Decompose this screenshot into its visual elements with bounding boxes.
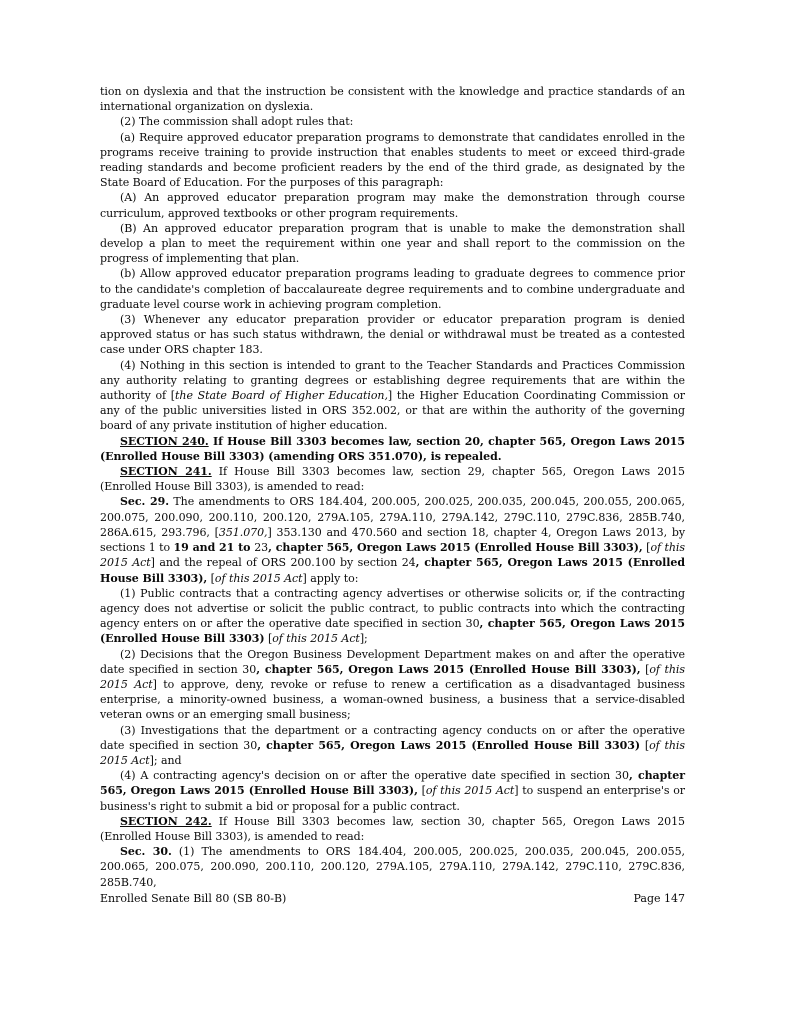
paragraph bbox=[100, 130, 685, 191]
text-run: of this 2015 Act bbox=[425, 784, 515, 798]
text-run: [ bbox=[207, 571, 215, 585]
paragraph bbox=[100, 494, 685, 585]
paragraph bbox=[100, 586, 685, 647]
text-run: [ bbox=[642, 541, 651, 555]
text-run: (4) Nothing in this section is intended to grant to the Teacher Standards and Practices Commission any authority relating to granting degrees or establishing degree requirements that are within the authority of [ bbox=[100, 358, 685, 403]
paragraph bbox=[100, 434, 685, 464]
section-heading: SECTION 240. bbox=[120, 434, 209, 448]
paragraph bbox=[100, 647, 685, 723]
text-run: (a) Require approved educator preparation programs to demonstrate that candidates enrolled in the programs receive training to provide instruction that enables students to meet or exceed third-grade reading standards and become proficient readers by the end of the third grade, as designated by the State Board of Education. For the purposes of this paragraph: bbox=[100, 130, 685, 190]
text-run: [ bbox=[264, 632, 273, 646]
text-run: of this 2015 Act bbox=[100, 662, 685, 691]
text-run: the State Board of Higher Education, bbox=[175, 389, 388, 403]
text-run: If House Bill 3303 becomes law, section 30, chapter 565, Oregon Laws 2015 (Enrolled House Bill 3303), is amended to read: bbox=[100, 814, 686, 843]
text-run: [ bbox=[640, 662, 650, 676]
text-run: tion on dyslexia and that the instruction be consistent with the knowledge and practice standards of an international organization on dyslexia. bbox=[100, 85, 685, 114]
text-run: of this 2015 Act bbox=[272, 632, 360, 646]
text-run: ]; and bbox=[149, 753, 182, 767]
text-run: ] the Higher Education Coordinating Commission or any of the public universities listed in ORS 352.002, or that are within the authority of the governing board of any private institution of higher education. bbox=[100, 389, 685, 433]
document-body bbox=[100, 84, 685, 890]
text-run: 19 and 21 to bbox=[173, 541, 255, 555]
text-run: ] 353.130 and 470.560 and section 18, chapter 4, Oregon Laws 2013, by sections 1 to bbox=[100, 525, 685, 555]
text-run: , chapter 565, Oregon Laws 2015 (Enrolled House Bill 3303) bbox=[100, 617, 685, 646]
text-run: (2) Decisions that the Oregon Business Development Department makes on and after the operative date specified in section 30 bbox=[100, 647, 685, 676]
text-run: , chapter 565, Oregon Laws 2015 (Enrolled House Bill 3303), bbox=[256, 662, 641, 676]
text-run: 23 bbox=[254, 541, 269, 555]
paragraph bbox=[100, 84, 685, 114]
paragraph bbox=[100, 190, 685, 220]
paragraph bbox=[100, 844, 685, 890]
paragraph bbox=[100, 266, 685, 312]
paragraph bbox=[100, 768, 685, 814]
text-run: ] and the repeal of ORS 200.100 by section 24 bbox=[150, 556, 416, 570]
text-run: , chapter 565, Oregon Laws 2015 (Enrolled House Bill 3303), bbox=[268, 541, 643, 555]
text-run: Sec. 30. bbox=[120, 845, 172, 859]
text-run: (2) The commission shall adopt rules that: bbox=[120, 115, 354, 129]
page-footer bbox=[100, 891, 685, 906]
text-run: [ bbox=[417, 784, 426, 798]
text-run: ] apply to: bbox=[302, 571, 359, 585]
text-run: , chapter 565, Oregon Laws 2015 (Enrolled House Bill 3303), bbox=[100, 556, 685, 585]
text-run: (1) Public contracts that a contracting agency advertises or otherwise solicits or, if the contracting agency does not advertise or solicit the public contract, to public contracts into which the contracting agency enters on or after the operative date specified in section 30 bbox=[100, 586, 685, 631]
footer-bill-title: Enrolled Senate Bill 80 (SB 80-B) bbox=[100, 892, 287, 905]
text-run: (1) The amendments to ORS 184.404, 200.005, 200.025, 200.035, 200.045, 200.055, 200.065, 200.075, 200.090, 200.110, 200.120, 279A.105, 279A.110, 279A.142, 279C.110, 279C.836, 285B.740, bbox=[100, 845, 685, 889]
text-run: (3) Whenever any educator preparation provider or educator preparation program is denied approved status or has such status withdrawn, the denial or withdrawal must be treated as a contested case under ORS chapter 183. bbox=[100, 313, 685, 357]
section-heading: SECTION 241. bbox=[120, 465, 212, 479]
section-heading: SECTION 242. bbox=[120, 814, 212, 828]
text-run: If House Bill 3303 becomes law, section 20, chapter 565, Oregon Laws 2015 (Enrolled House Bill 3303) (amending ORS 351.070), is repealed. bbox=[100, 434, 686, 463]
text-run: ]; bbox=[359, 632, 368, 646]
text-run: (4) A contracting agency's decision on or after the operative date specified in section 30 bbox=[120, 769, 629, 783]
text-run: of this 2015 Act bbox=[100, 738, 685, 767]
paragraph bbox=[100, 723, 685, 769]
text-run: (b) Allow approved educator preparation programs leading to graduate degrees to commence prior to the candidate's completion of baccalaureate degree requirements and to combine undergraduate and graduate level course work in achieving program completion. bbox=[100, 267, 685, 311]
text-run: of this 2015 Act bbox=[100, 541, 685, 570]
text-run: (A) An approved educator preparation program may make the demonstration through course curriculum, approved textbooks or other program requirements. bbox=[100, 191, 685, 220]
paragraph bbox=[100, 312, 685, 358]
text-run: , chapter 565, Oregon Laws 2015 (Enrolled House Bill 3303), bbox=[100, 769, 685, 798]
paragraph bbox=[100, 814, 685, 844]
paragraph bbox=[100, 221, 685, 267]
footer-page-number: Page 147 bbox=[633, 892, 685, 905]
text-run: [ bbox=[640, 738, 650, 752]
text-run: of this 2015 Act bbox=[214, 571, 303, 585]
text-run: (3) Investigations that the department or a contracting agency conducts on or after the operative date specified in section 30 bbox=[100, 723, 685, 752]
text-run: ] to approve, deny, revoke or refuse to renew a certification as a disadvantaged business enterprise, a minority-owned business, a woman-owned business, a business that a service-disabled veteran owns or an emerging small business; bbox=[100, 677, 685, 722]
text-run: , chapter 565, Oregon Laws 2015 (Enrolled House Bill 3303) bbox=[257, 738, 641, 752]
paragraph bbox=[100, 358, 685, 434]
text-run: If House Bill 3303 becomes law, section 29, chapter 565, Oregon Laws 2015 (Enrolled House Bill 3303), is amended to read: bbox=[100, 465, 686, 494]
paragraph bbox=[100, 114, 685, 129]
text-run: Sec. 29. bbox=[120, 495, 169, 509]
text-run: The amendments to ORS 184.404, 200.005, 200.025, 200.035, 200.045, 200.055, 200.065, 200.075, 200.090, 200.110, 200.120, 279A.105, 279A.110, 279A.142, 279C.110, 279C.836, 285B.740, 286A.615, 293.796, [ bbox=[100, 495, 685, 539]
text-run: 351.070, bbox=[218, 525, 268, 539]
text-run: (B) An approved educator preparation program that is unable to make the demonstration shall develop a plan to meet the requirement within one year and shall report to the commission on the progress of implementing that plan. bbox=[100, 221, 685, 266]
paragraph bbox=[100, 464, 685, 494]
text-run: ] to suspend an enterprise's or business's right to submit a bid or proposal for a public contract. bbox=[100, 784, 685, 813]
